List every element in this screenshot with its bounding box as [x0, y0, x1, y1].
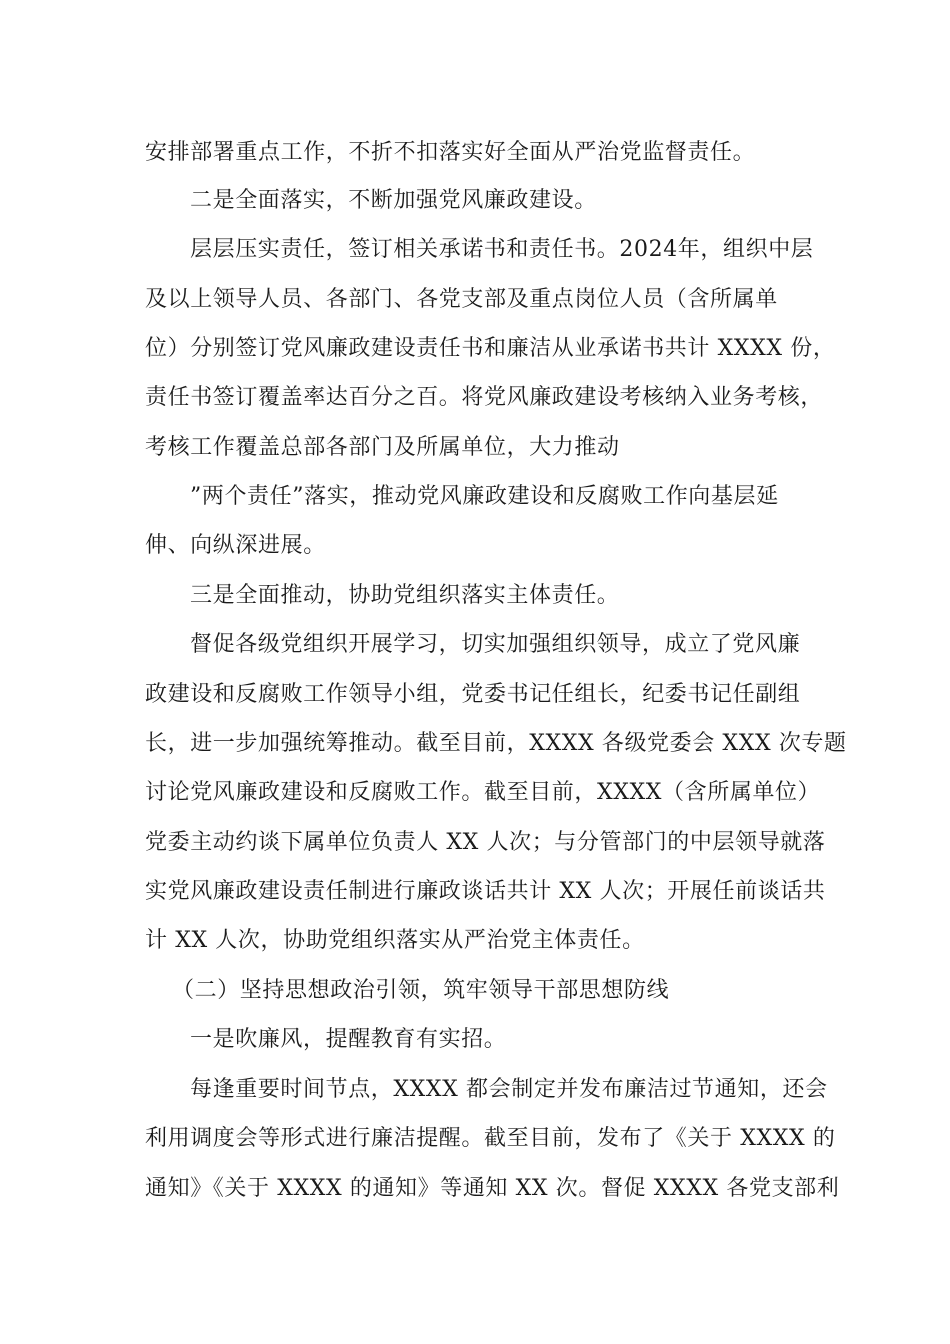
section-heading: 二是全面落实，不断加强党风廉政建设。 — [190, 188, 597, 213]
text-line: 党委主动约谈下属单位负责人 XX 人次；与分管部门的中层领导就落 — [145, 830, 826, 855]
paragraph-line: 督促各级党组织开展学习，切实加强组织领导，成立了党风廉 — [190, 632, 801, 657]
section-heading: 三是全面推动，协助党组织落实主体责任。 — [190, 583, 620, 608]
text-line: 利用调度会等形式进行廉洁提醒。截至目前，发布了《关于 XXXX 的 — [145, 1126, 836, 1151]
section-heading: 一是吹廉风，提醒教育有实招。 — [190, 1027, 507, 1052]
paragraph-line: 层层压实责任，签订相关承诺书和责任书。2024年，组织中层 — [190, 237, 814, 262]
text-line: 长，进一步加强统筹推动。截至目前，XXXX 各级党委会 XXX 次专题 — [145, 731, 847, 756]
text-line: 讨论党风廉政建设和反腐败工作。截至目前，XXXX（含所属单位） — [145, 780, 821, 805]
text-line: 位）分别签订党风廉政建设责任书和廉洁从业承诺书共计 XXXX 份， — [145, 336, 836, 361]
paragraph-line: ”两个责任”落实，推动党风廉政建设和反腐败工作向基层延 — [190, 484, 779, 509]
text-line: 考核工作覆盖总部各部门及所属单位，大力推动 — [145, 435, 620, 460]
text-line: 政建设和反腐败工作领导小组，党委书记任组长，纪委书记任副组 — [145, 682, 801, 707]
text-line: 安排部署重点工作，不折不扣落实好全面从严治党监督责任。 — [145, 140, 756, 165]
text-line: 伸、向纵深进展。 — [145, 533, 326, 558]
subsection-heading: （二）坚持思想政治引领，筑牢领导干部思想防线 — [172, 978, 670, 1003]
paragraph-line: 每逢重要时间节点，XXXX 都会制定并发布廉洁过节通知，还会 — [190, 1077, 828, 1102]
text-line: 责任书签订覆盖率达百分之百。将党风廉政建设考核纳入业务考核， — [145, 385, 824, 410]
text-line: 通知》《关于 XXXX 的通知》等通知 XX 次。督促 XXXX 各党支部利 — [145, 1176, 840, 1201]
text-line: 计 XX 人次，协助党组织落实从严治党主体责任。 — [145, 928, 645, 953]
text-line: 及以上领导人员、各部门、各党支部及重点岗位人员（含所属单 — [145, 287, 778, 312]
text-line: 实党风廉政建设责任制进行廉政谈话共计 XX 人次；开展任前谈话共 — [145, 879, 826, 904]
